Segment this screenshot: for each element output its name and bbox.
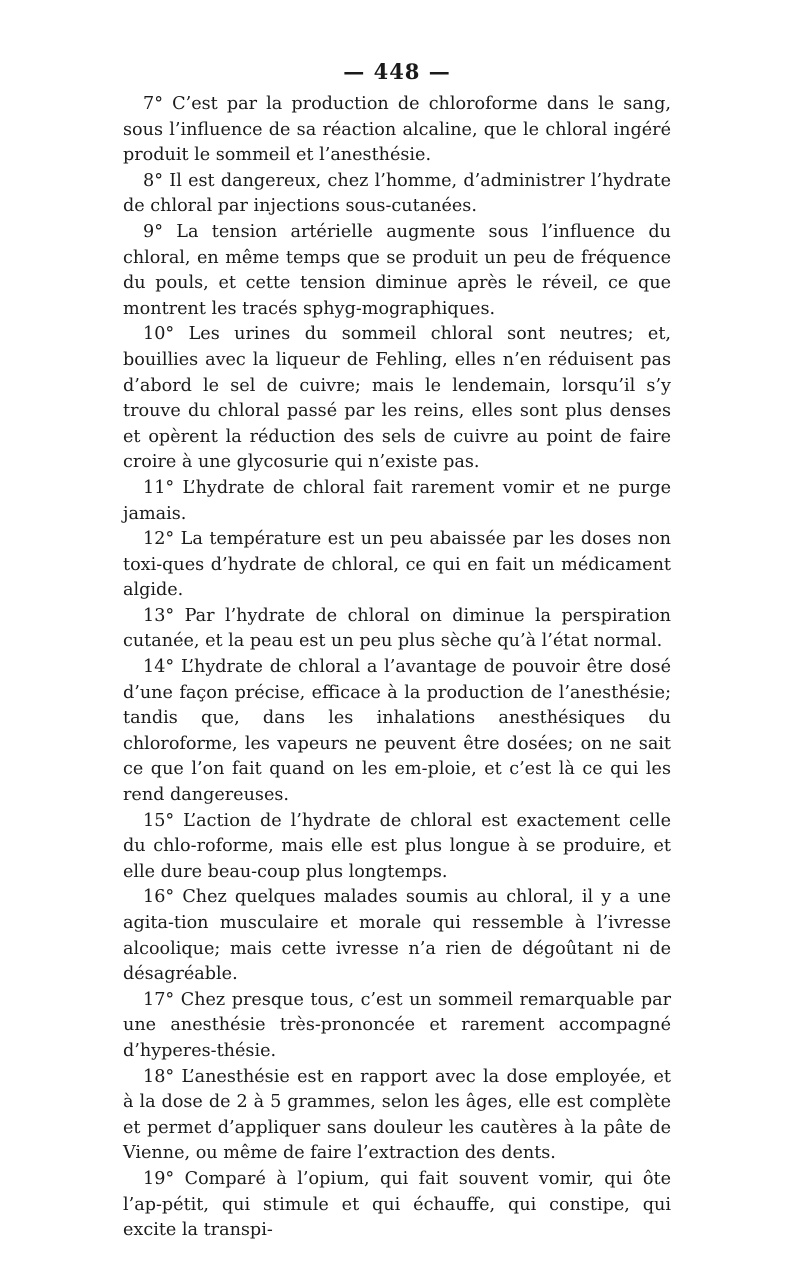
paragraph-7: 7° C’est par la production de chloroforme dans le sang, sous l’influence de sa réaction alcaline, que le chloral ingéré produit le sommeil et l’anesthésie.: [123, 94, 671, 166]
paragraph-12: 12° La température est un peu abaissée par les doses non toxi-ques d’hydrate de chloral, ce qui en fait un médicament algide.: [123, 529, 671, 601]
paragraph-16: 16° Chez quelques malades soumis au chloral, il y a une agita-tion musculaire et morale qui ressemble à l’ivresse alcoolique; mais cette ivresse n’a rien de dégoûtant ni de désagréable.: [123, 887, 671, 985]
paragraph-18: 18° L’anesthésie est en rapport avec la dose employée, et à la dose de 2 à 5 grammes, selon les âges, elle est complète et permet d’appliquer sans douleur les cautères à la pâte de Vienne, ou même de faire l’extraction des dents.: [123, 1066, 671, 1164]
text-body: [123, 92, 671, 1244]
book-page: [123, 58, 671, 1244]
paragraph-8: 8° Il est dangereux, chez l’homme, d’administrer l’hydrate de chloral par injections sous-cutanées.: [123, 170, 671, 217]
paragraph-17: 17° Chez presque tous, c’est un sommeil remarquable par une anesthésie très-prononcée et rarement accompagné d’hyperes-thésie.: [123, 989, 671, 1061]
paragraph-10: 10° Les urines du sommeil chloral sont neutres; et, bouillies avec la liqueur de Fehling, elles n’en réduisent pas d’abord le sel de cuivre; mais le lendemain, lorsqu’il s’y trouve du chloral passé par les reins, elles sont plus denses et opèrent la réduction des sels de cuivre au point de faire croire à une glycosurie qui n’existe pas.: [123, 324, 671, 473]
paragraph-9: 9° La tension artérielle augmente sous l’influence du chloral, en même temps que se produit un peu de fréquence du pouls, et cette tension diminue après le réveil, ce que montrent les tracés sphyg-mographiques.: [123, 221, 671, 319]
paragraph-13: 13° Par l’hydrate de chloral on diminue la perspiration cutanée, et la peau est un peu plus sèche qu’à l’état normal.: [123, 605, 671, 652]
paragraph-15: 15° L’action de l’hydrate de chloral est exactement celle du chlo-roforme, mais elle est plus longue à se produire, et elle dure beau-coup plus longtemps.: [123, 810, 671, 882]
paragraph-11: 11° L’hydrate de chloral fait rarement vomir et ne purge jamais.: [123, 477, 671, 524]
paragraph-14: 14° L’hydrate de chloral a l’avantage de pouvoir être dosé d’une façon précise, efficace à la production de l’anesthésie; tandis que, dans les inhalations anesthésiques du chloroforme, les vapeurs ne peuvent être dosées; on ne sait ce que l’on fait quand on les em-ploie, et c’est là ce qui les rend dangereuses.: [123, 657, 671, 806]
paragraph-19: 19° Comparé à l’opium, qui fait souvent vomir, qui ôte l’ap-pétit, qui stimule et qui échauffe, qui constipe, qui excite la transpi-: [123, 1168, 671, 1241]
page-number: — 448 —: [343, 59, 451, 84]
